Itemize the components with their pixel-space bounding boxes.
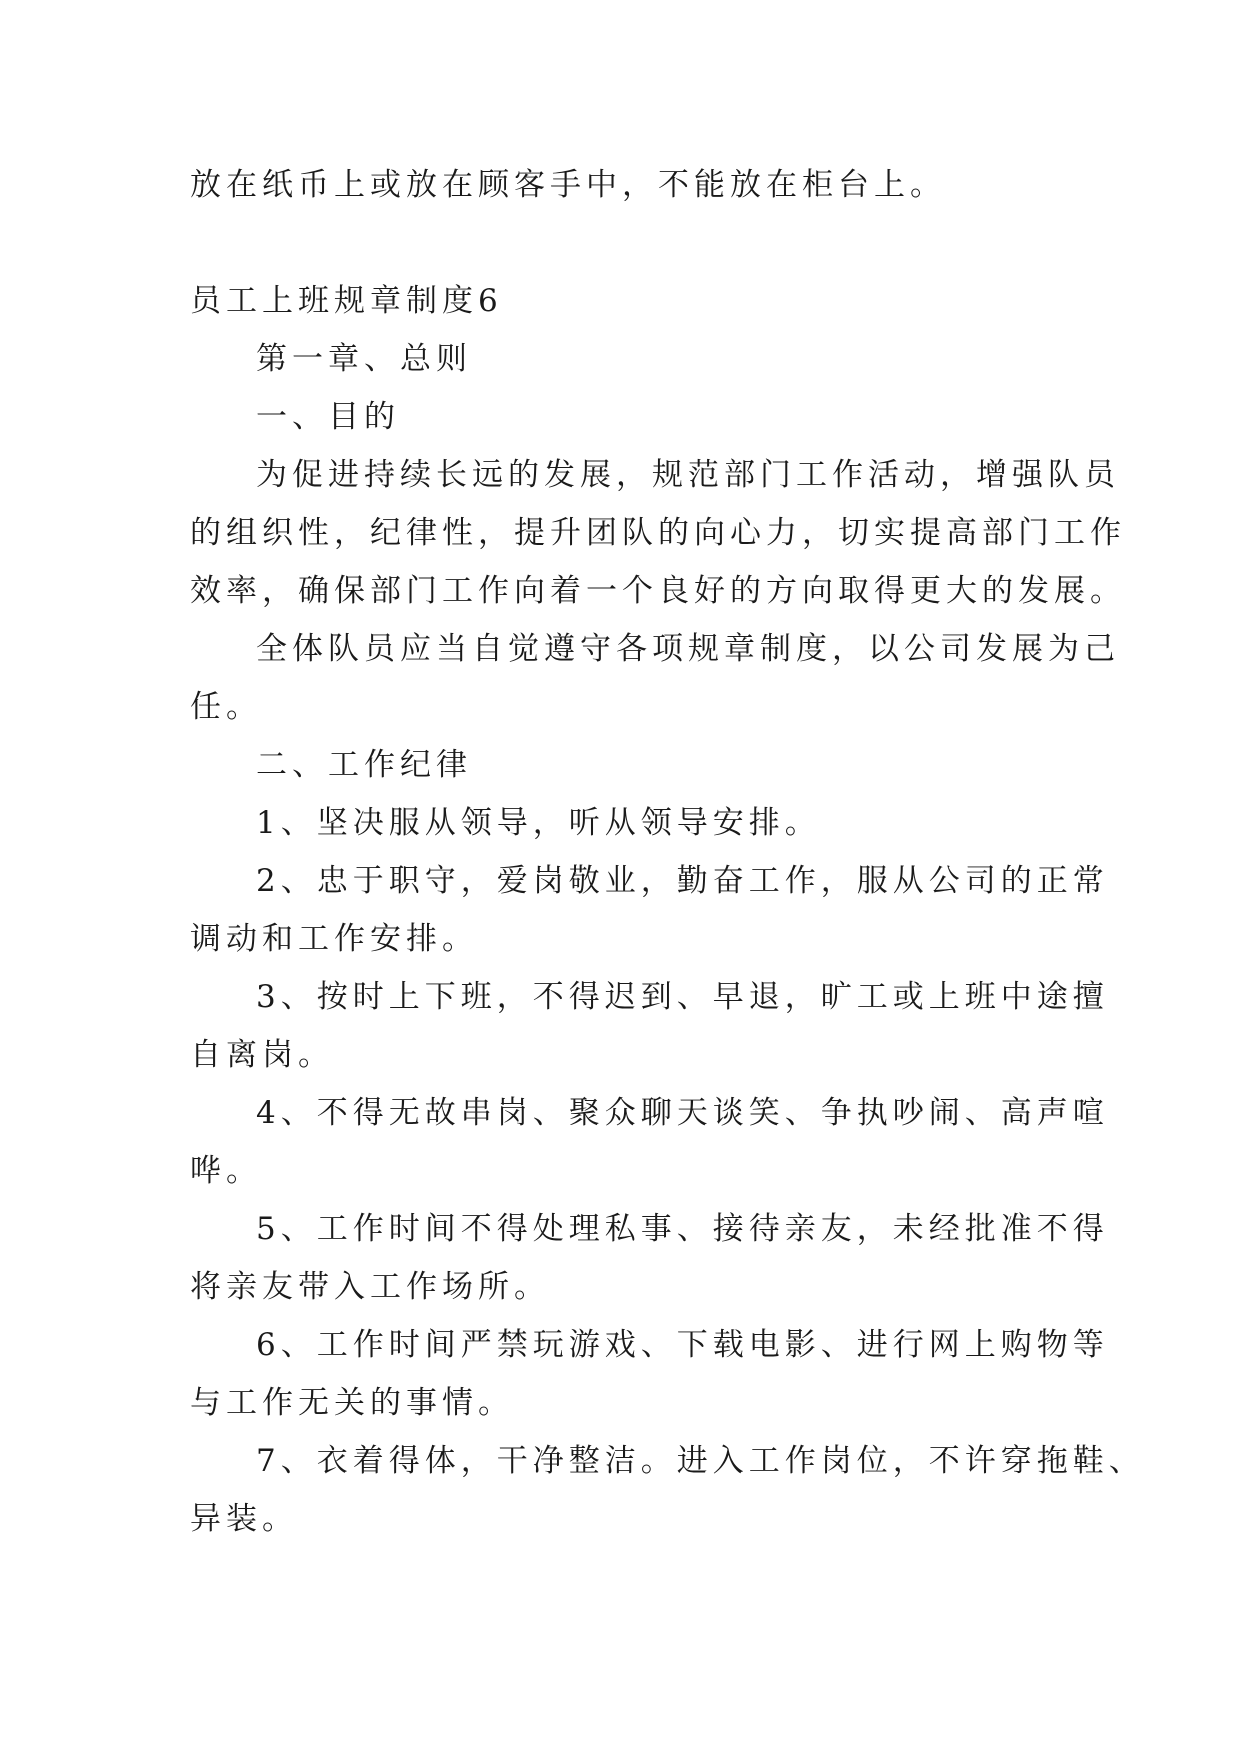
paragraph-duty-line-1: 全体队员应当自觉遵守各项规章制度，以公司发展为己: [256, 631, 1120, 667]
paragraph-purpose-line-1: 为促进持续长远的发展，规范部门工作活动，增强队员: [256, 457, 1120, 493]
rule-3-line-1: 3、按时上下班，不得迟到、早退，旷工或上班中途擅: [256, 979, 1109, 1015]
rule-7-line-1: 7、衣着得体，干净整洁。进入工作岗位，不许穿拖鞋、: [256, 1443, 1145, 1479]
rule-4-line-1: 4、不得无故串岗、聚众聊天谈笑、争执吵闹、高声喧: [256, 1095, 1109, 1131]
subheading-purpose: 一、目的: [256, 399, 400, 435]
section-heading: 员工上班规章制度6: [190, 283, 503, 319]
rule-2-line-2: 调动和工作安排。: [190, 921, 478, 957]
rule-5-line-2: 将亲友带入工作场所。: [190, 1269, 550, 1305]
rule-6-line-1: 6、工作时间严禁玩游戏、下载电影、进行网上购物等: [256, 1327, 1109, 1363]
rule-7-line-2: 异装。: [190, 1501, 298, 1537]
rule-6-line-2: 与工作无关的事情。: [190, 1385, 514, 1421]
rule-5-line-1: 5、工作时间不得处理私事、接待亲友，未经批准不得: [256, 1211, 1109, 1247]
rule-3-line-2: 自离岗。: [190, 1037, 334, 1073]
rule-1: 1、坚决服从领导，听从领导安排。: [256, 805, 821, 841]
paragraph-duty-line-2: 任。: [190, 689, 262, 725]
subheading-discipline: 二、工作纪律: [256, 747, 472, 783]
rule-4-line-2: 哗。: [190, 1153, 262, 1189]
chapter-heading: 第一章、总则: [256, 341, 472, 377]
paragraph-purpose-line-3: 效率，确保部门工作向着一个良好的方向取得更大的发展。: [190, 573, 1126, 609]
rule-2-line-1: 2、忠于职守，爱岗敬业，勤奋工作，服从公司的正常: [256, 863, 1109, 899]
text-line-continuation: 放在纸币上或放在顾客手中，不能放在柜台上。: [190, 167, 946, 203]
paragraph-purpose-line-2: 的组织性，纪律性，提升团队的向心力，切实提高部门工作: [190, 515, 1126, 551]
